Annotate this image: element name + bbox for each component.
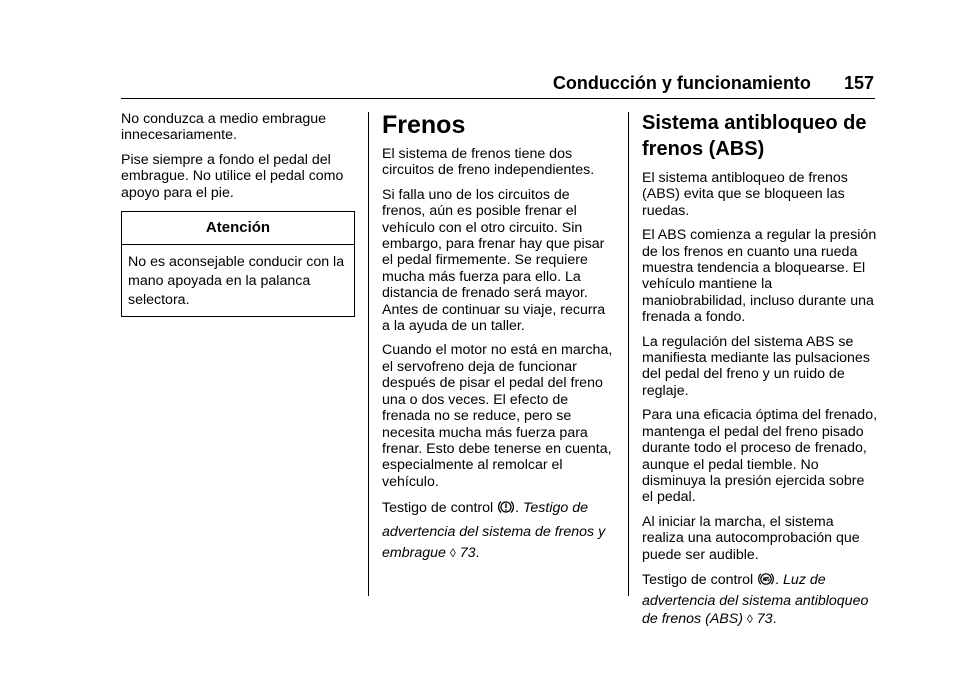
section-heading-abs: Sistema antibloqueo de frenos (ABS) bbox=[642, 112, 867, 160]
cross-reference: Testigo de control . Luz de advertencia del sistema antibloqueo de frenos (ABS) ◊ 73. bbox=[642, 571, 869, 627]
ref-end: . bbox=[475, 545, 480, 562]
caution-box bbox=[121, 211, 355, 317]
ref-prefix: Testigo de control bbox=[382, 500, 494, 517]
caution-heading: Atención bbox=[205, 219, 271, 237]
paragraph: Para una eficacia óptima del frenado, mantenga el pedal del freno pisado durante todo el proceso de frenado, aunque el pedal tiemble. No disminuya la presión ejercida sobre el pedal. bbox=[642, 407, 878, 506]
ref-arrow: ◊ bbox=[449, 546, 456, 561]
ref-title: Luz de advertencia del sistema antibloqueo de frenos (ABS) bbox=[642, 571, 869, 627]
column-divider bbox=[368, 112, 369, 596]
ref-arrow: ◊ bbox=[746, 611, 753, 626]
header-rule bbox=[121, 98, 875, 99]
column-right bbox=[642, 110, 878, 636]
page-number: 157 bbox=[843, 73, 874, 93]
paragraph: Pise siempre a fondo el pedal del embrague. No utilice el pedal como apoyo para el pie. bbox=[121, 151, 344, 201]
cross-reference: Testigo de control . Testigo de advertencia del sistema de frenos y embrague ◊ 73. bbox=[382, 500, 606, 562]
ref-page-link[interactable]: 73 bbox=[756, 610, 773, 627]
column-left bbox=[121, 111, 356, 317]
paragraph: No conduzca a medio embrague innecesariamente. bbox=[121, 111, 327, 144]
section-heading-frenos: Frenos bbox=[382, 111, 466, 139]
section-title: Conducción y funcionamiento bbox=[552, 73, 811, 93]
caution-text: No es aconsejable conducir con la mano apoyada en la palanca selectora. bbox=[128, 254, 345, 309]
paragraph: Si falla uno de los circuitos de frenos, aún es posible frenar el vehículo con el otro circuito. Sin embargo, para frenar hay que pisar el pedal firmemente. Se requiere mucha más fuerza para ello. La distancia de frenado será mayor. Antes de continuar su viaje, recurra a la ayuda de un taller. bbox=[382, 186, 606, 335]
paragraph: El ABS comienza a regular la presión de los frenos en cuanto una rueda muestra tendencia a bloquearse. El vehículo mantiene la maniobrabilidad, incluso durante una frenada a fondo. bbox=[642, 227, 877, 326]
page-header bbox=[0, 72, 874, 94]
column-divider bbox=[628, 112, 629, 596]
abs-warning-icon bbox=[758, 571, 774, 592]
column-middle bbox=[382, 110, 615, 572]
ref-page-link[interactable]: 73 bbox=[459, 545, 476, 562]
brake-warning-icon bbox=[498, 499, 514, 522]
paragraph: El sistema antibloqueo de frenos (ABS) evita que se bloqueen las ruedas. bbox=[642, 170, 848, 219]
ref-prefix: Testigo de control bbox=[642, 571, 754, 588]
paragraph: Al iniciar la marcha, el sistema realiza una autocomprobación que puede ser audible. bbox=[642, 513, 860, 563]
paragraph: El sistema de frenos tiene dos circuitos de freno independientes. bbox=[382, 146, 595, 179]
paragraph: La regulación del sistema ABS se manifiesta mediante las pulsaciones del pedal del freno y un ruido de reglaje. bbox=[642, 333, 870, 399]
ref-end: . bbox=[772, 610, 777, 627]
ref-title: Testigo de advertencia del sistema de frenos y embrague bbox=[382, 500, 606, 562]
paragraph: Cuando el motor no está en marcha, el servofreno deja de funcionar después de pisar el pedal del freno una o dos veces. El efecto de frenada no se reduce, pero se necesita mucha más fuerza para frenar. Esto debe tenerse en cuenta, especialmente al remolcar el vehículo. bbox=[382, 342, 613, 490]
